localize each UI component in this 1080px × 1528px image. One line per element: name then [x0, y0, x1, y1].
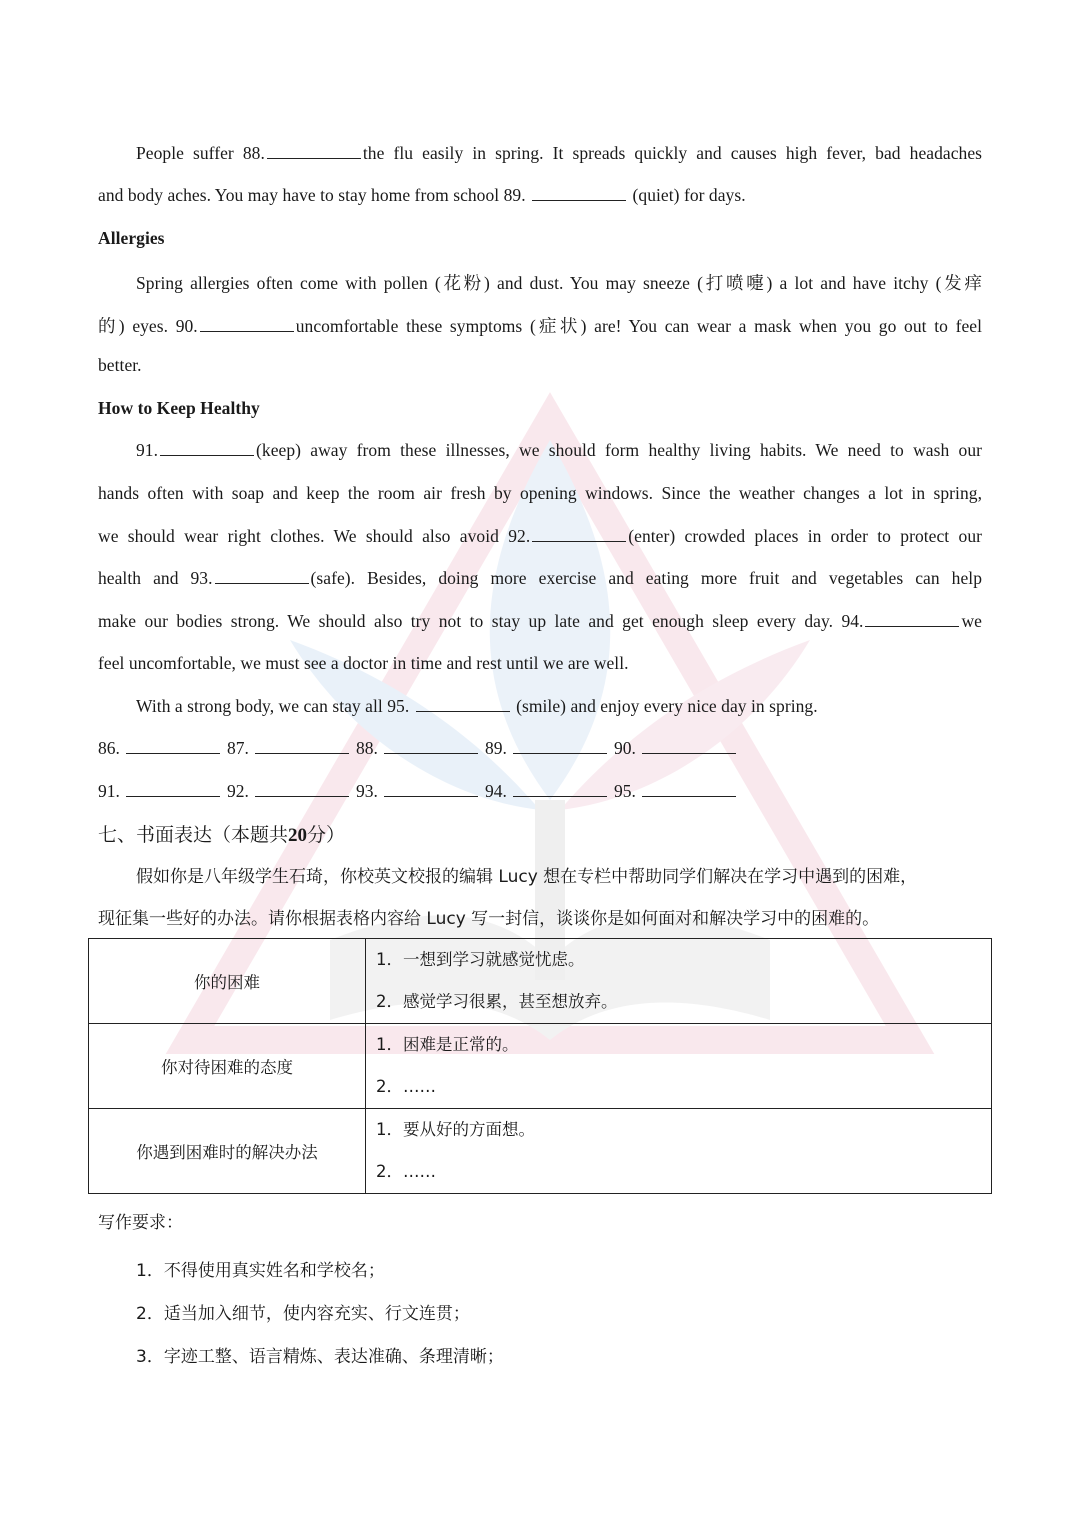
passage-line: health and 93. (safe). Besides, doing more exercise and eating more fruit and vegetables can help — [98, 568, 982, 588]
answer-blank-92[interactable] — [532, 540, 626, 542]
passage-line: better. — [98, 355, 142, 375]
answer-item[interactable]: 94. — [485, 781, 614, 802]
answer-row-2 — [98, 781, 743, 802]
passage-line: and body aches. You may have to stay home from school 89. (quiet) for days. — [98, 185, 746, 205]
row-content: 1．要从好的方面想。 2．…… — [366, 1109, 992, 1194]
passage-line: With a strong body, we can stay all 95. (smile) and enjoy every nice day in spring. — [136, 696, 818, 716]
answer-item[interactable]: 91. — [98, 781, 227, 802]
answer-item[interactable]: 95. — [614, 781, 743, 802]
table-row — [89, 1024, 992, 1109]
passage-line: make our bodies strong. We should also try not to stay up late and get enough sleep every day. 94. we — [98, 611, 982, 631]
requirements-table — [88, 938, 992, 1194]
writing-prompt: 假如你是八年级学生石琦，你校英文校报的编辑 Lucy 想在专栏中帮助同学们解决在学习中遇到的困难， 现征集一些好的办法。请你根据表格内容给 Lucy 写一封信，谈谈你是如何面对和解决学习中的困难的。 — [98, 867, 918, 929]
requirement-item: 3．字迹工整、语言精炼、表达准确、条理清晰； — [136, 1347, 504, 1367]
answer-item[interactable]: 92. — [227, 781, 356, 802]
answer-blank-88[interactable] — [267, 157, 361, 159]
answer-item[interactable]: 88. — [356, 738, 485, 759]
row-content: 1．一想到学习就感觉忧虑。 2．感觉学习很累，甚至想放弃。 — [366, 939, 992, 1024]
passage-line: feel uncomfortable, we must see a doctor in time and rest until we are well. — [98, 653, 629, 673]
passage-line: 的) eyes. 90. uncomfortable these symptoms (症状) are! You can wear a mask when you go out to feel — [98, 316, 982, 336]
heading-keep-healthy: How to Keep Healthy — [98, 398, 260, 418]
table-row — [89, 1109, 992, 1194]
answer-blank-90[interactable] — [200, 330, 294, 332]
answer-item[interactable]: 87. — [227, 738, 356, 759]
requirement-item: 1．不得使用真实姓名和学校名； — [136, 1261, 385, 1281]
passage-line: we should wear right clothes. We should also avoid 92. (enter) crowded places in order to protect our — [98, 526, 982, 546]
answer-item[interactable]: 86. — [98, 738, 227, 759]
answer-blank-95[interactable] — [416, 710, 510, 712]
passage-line: People suffer 88. the flu easily in spring. It spreads quickly and causes high fever, bad headaches — [136, 143, 982, 163]
row-label: 你对待困难的态度 — [89, 1024, 366, 1109]
answer-blank-94[interactable] — [865, 625, 959, 627]
answer-item[interactable]: 93. — [356, 781, 485, 802]
answer-blank-93[interactable] — [215, 582, 309, 584]
section-title: 七、书面表达（本题共20分） — [98, 824, 346, 846]
requirement-item: 2．适当加入细节，使内容充实、行文连贯； — [136, 1304, 470, 1324]
heading-allergies: Allergies — [98, 228, 165, 248]
answer-row-1 — [98, 738, 743, 759]
answer-blank-91[interactable] — [160, 454, 254, 456]
row-label: 你遇到困难时的解决办法 — [89, 1109, 366, 1194]
passage-line: 91. (keep) away from these illnesses, we should form healthy living habits. We need to wash our — [136, 440, 982, 460]
answer-item[interactable]: 90. — [614, 738, 743, 759]
table-row — [89, 939, 992, 1024]
answer-blank-89[interactable] — [532, 199, 626, 201]
requirements-title: 写作要求： — [98, 1213, 183, 1233]
passage-line: hands often with soap and keep the room air fresh by opening windows. Since the weather changes a lot in spring, — [98, 483, 982, 503]
passage-line: Spring allergies often come with pollen (花粉) and dust. You may sneeze (打喷嚏) a lot and have itchy (发痒 — [136, 273, 982, 293]
answer-item[interactable]: 89. — [485, 738, 614, 759]
row-label: 你的困难 — [89, 939, 366, 1024]
row-content: 1．困难是正常的。 2．…… — [366, 1024, 992, 1109]
